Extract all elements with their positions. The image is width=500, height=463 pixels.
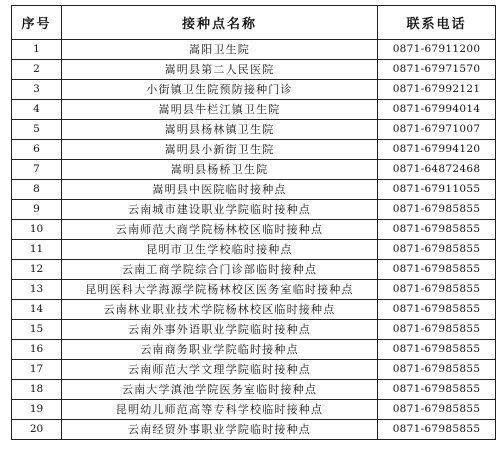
row-serial-number: 14 (12, 300, 62, 320)
row-site-name: 云南林业职业技术学院杨林校区临时接种点 (62, 300, 378, 320)
table-row (12, 80, 496, 100)
table-row (12, 120, 496, 140)
row-serial-number: 3 (12, 80, 62, 100)
row-contact-phone: 0871-67971007 (378, 120, 496, 140)
row-site-name: 云南大学滇池学院医务室临时接种点 (62, 380, 378, 400)
row-serial-number: 2 (12, 60, 62, 80)
row-contact-phone: 0871-67971570 (378, 60, 496, 80)
row-site-name: 嵩明县小新街卫生院 (62, 140, 378, 160)
row-contact-phone: 0871-67985855 (378, 240, 496, 260)
row-serial-number: 13 (12, 280, 62, 300)
row-contact-phone: 0871-67911200 (378, 40, 496, 60)
row-site-name: 云南工商学院综合门诊部临时接种点 (62, 260, 378, 280)
row-serial-number: 11 (12, 240, 62, 260)
row-site-name: 云南师范大商学院杨林校区临时接种点 (62, 220, 378, 240)
row-contact-phone: 0871-67985855 (378, 260, 496, 280)
table-row (12, 300, 496, 320)
row-serial-number: 19 (12, 400, 62, 420)
table-row (12, 160, 496, 180)
vaccination-site-table (11, 5, 496, 440)
row-contact-phone: 0871-67994120 (378, 140, 496, 160)
table-row (12, 200, 496, 220)
row-contact-phone: 0871-67994014 (378, 100, 496, 120)
header-contact-phone: 联系电话 (378, 6, 496, 40)
row-contact-phone: 0871-67985855 (378, 280, 496, 300)
row-site-name: 嵩明县第二人民医院 (62, 60, 378, 80)
table-row (12, 320, 496, 340)
header-site-name: 接种点名称 (62, 6, 378, 40)
row-site-name: 云南师范大学文理学院临时接种点 (62, 360, 378, 380)
row-site-name: 昆明幼儿师范高等专科学校临时接种点 (62, 400, 378, 420)
row-contact-phone: 0871-67985855 (378, 320, 496, 340)
table-row (12, 60, 496, 80)
row-serial-number: 1 (12, 40, 62, 60)
row-serial-number: 20 (12, 420, 62, 440)
row-contact-phone: 0871-67985855 (378, 400, 496, 420)
row-serial-number: 5 (12, 120, 62, 140)
table-body (12, 40, 496, 440)
row-serial-number: 7 (12, 160, 62, 180)
table-row (12, 180, 496, 200)
table-row (12, 220, 496, 240)
table-row (12, 340, 496, 360)
row-site-name: 嵩阳卫生院 (62, 40, 378, 60)
row-site-name: 嵩明县中医院临时接种点 (62, 180, 378, 200)
header-serial-number: 序号 (12, 6, 62, 40)
table-row (12, 140, 496, 160)
row-contact-phone: 0871-67985855 (378, 420, 496, 440)
row-serial-number: 18 (12, 380, 62, 400)
row-contact-phone: 0871-67985855 (378, 340, 496, 360)
row-contact-phone: 0871-67985855 (378, 360, 496, 380)
table-row (12, 100, 496, 120)
table-row (12, 260, 496, 280)
row-serial-number: 8 (12, 180, 62, 200)
table-header-row (12, 6, 496, 40)
table-row (12, 40, 496, 60)
row-serial-number: 12 (12, 260, 62, 280)
row-site-name: 嵩明县牛栏江镇卫生院 (62, 100, 378, 120)
row-contact-phone: 0871-64872468 (378, 160, 496, 180)
row-site-name: 昆明市卫生学校临时接种点 (62, 240, 378, 260)
row-site-name: 云南城市建设职业学院临时接种点 (62, 200, 378, 220)
row-serial-number: 15 (12, 320, 62, 340)
row-site-name: 云南商务职业学院临时接种点 (62, 340, 378, 360)
row-site-name: 小街镇卫生院预防接种门诊 (62, 80, 378, 100)
table-row (12, 420, 496, 440)
row-site-name: 嵩明县杨林镇卫生院 (62, 120, 378, 140)
row-contact-phone: 0871-67911055 (378, 180, 496, 200)
row-site-name: 嵩明县杨桥卫生院 (62, 160, 378, 180)
row-serial-number: 17 (12, 360, 62, 380)
table-row (12, 360, 496, 380)
table-row (12, 400, 496, 420)
table-row (12, 380, 496, 400)
row-serial-number: 10 (12, 220, 62, 240)
row-serial-number: 6 (12, 140, 62, 160)
row-contact-phone: 0871-67985855 (378, 300, 496, 320)
table-row (12, 280, 496, 300)
row-serial-number: 9 (12, 200, 62, 220)
row-contact-phone: 0871-67985855 (378, 220, 496, 240)
vaccination-site-table-container (11, 5, 495, 440)
row-serial-number: 4 (12, 100, 62, 120)
row-site-name: 云南外事外语职业学院临时接种点 (62, 320, 378, 340)
table-row (12, 240, 496, 260)
row-contact-phone: 0871-67992121 (378, 80, 496, 100)
row-serial-number: 16 (12, 340, 62, 360)
row-site-name: 云南经贸外事职业学院临时接种点 (62, 420, 378, 440)
row-site-name: 昆明医科大学海源学院杨林校区医务室临时接种点 (62, 280, 378, 300)
row-contact-phone: 0871-67985855 (378, 380, 496, 400)
row-contact-phone: 0871-67985855 (378, 200, 496, 220)
